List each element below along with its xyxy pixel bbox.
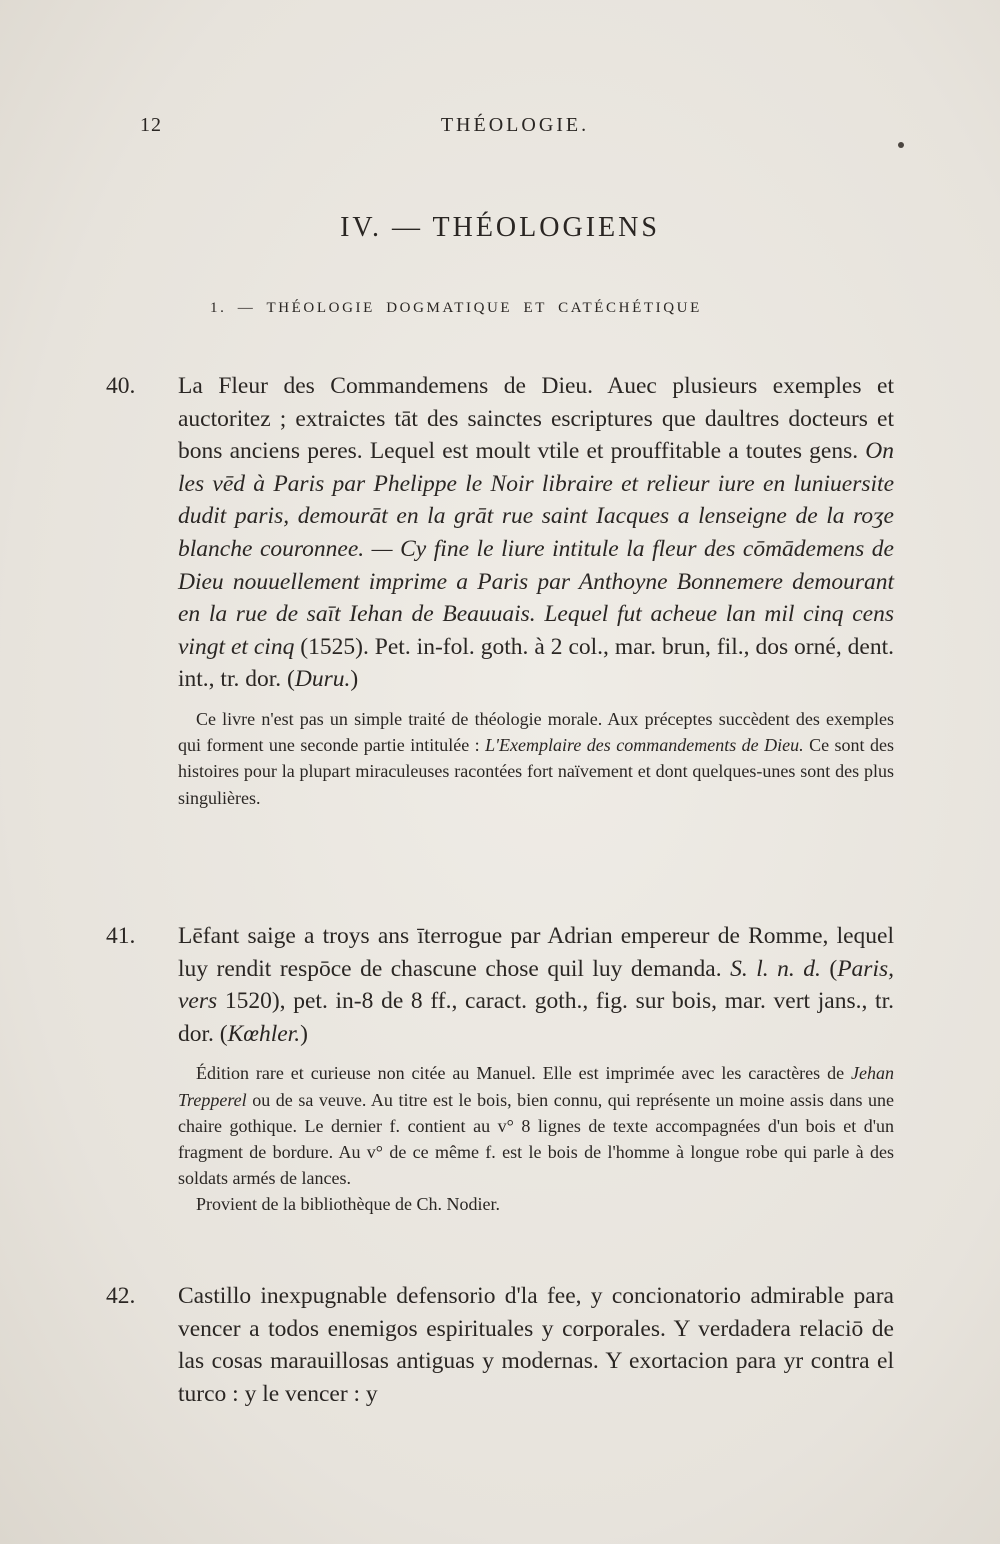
- note-text-end: Ce sont des histoires pour la plupart miraculeuses racontées fort naïvement et dont quelques-unes sont des plus singulières.: [178, 735, 895, 808]
- catalog-entry-42: [106, 1280, 894, 1410]
- entry-binder: Kœhler.: [227, 1020, 301, 1047]
- entry-text: [106, 920, 895, 1050]
- entry-note: [142, 706, 894, 811]
- entry-text: [106, 1280, 894, 1410]
- note-italic: Jehan Trepperel: [178, 1063, 894, 1110]
- entry-description: (: [820, 955, 838, 982]
- entry-place: Paris, vers: [178, 955, 895, 1015]
- catalog-entry-40: [106, 370, 895, 811]
- note-text: Ce livre n'est pas un simple traité de théologie morale. Aux préceptes succèdent des exemples qui forment une seconde partie intitulée :: [178, 708, 894, 756]
- note-provenance: Provient de la bibliothèque de Ch. Nodier.: [196, 1194, 500, 1215]
- entry-number: 41.: [106, 923, 136, 949]
- note-paragraph: [178, 706, 894, 811]
- entry-description: (1525). Pet. in-fol. goth. à 2 col., mar. brun, fil., dos orné, dent. int., tr. dor. (: [178, 633, 894, 693]
- entry-title: La Fleur des Commandemens de Dieu. Auec plusieurs exemples et auctoritez ; extraictes tāt des sainctes escriptures que daultres docteurs et bons anciens peres. Lequel est moult vtile et prouffitable a toutes gens.: [178, 373, 894, 465]
- running-head: [140, 114, 890, 144]
- catalog-entry-41: [106, 920, 895, 1218]
- entry-title: Castillo inexpugnable defensorio d'la fee, y concionatorio admirable para vencer a todos enemigos espirituales y corporales. Y verdadera relaciō de las cosas marauillosas antiguas y modernas. Y exortacion para yr contra el turco : y le vencer : y: [178, 1283, 894, 1407]
- ink-speck: [898, 142, 904, 148]
- note-text: Édition rare et curieuse non citée au Manuel. Elle est imprimée avec les caractères de: [196, 1063, 852, 1084]
- section-heading: IV. — THÉOLOGIENS: [340, 212, 660, 243]
- entry-description-2: 1520), pet. in-8 de 8 ff., caract. goth., fig. sur bois, mar. vert jans., tr. dor. (: [178, 988, 894, 1047]
- entry-closing: ): [350, 666, 359, 693]
- running-title: THÉOLOGIE.: [440, 114, 590, 136]
- entry-binder: Duru.: [294, 666, 351, 693]
- entry-imprint: On les vēd à Paris par Phelippe le Noir libraire et relieur iure en luniuersite dudit paris, demourāt en la grāt rue saint Iacques a lenseigne de la roʒe blanche couronnee. — Cy fine le liure intitule la fleur des cōmādemens de Dieu nouuellement imprime a Paris par Anthoyne Bonnemere demourant en la rue de saīt Iehan de Beauuais. Lequel fut acheue lan mil cinq cens vingt et cinq: [178, 438, 894, 660]
- subsection-heading: 1. — THÉOLOGIE DOGMATIQUE ET CATÉCHÉTIQUE: [210, 300, 702, 316]
- entry-closing: ): [300, 1020, 308, 1047]
- note-paragraph: [178, 1060, 894, 1191]
- note-text-end: ou de sa veuve. Au titre est le bois, bien connu, qui représente un moine assis dans une chaire gothique. Le dernier f. contient au v° 8 lignes de texte accompagnées d'un bois et d'un fragment de bordure. Au v° de ce même f. est le bois de l'homme à longue robe qui parle à des soldats armés de lances.: [178, 1089, 894, 1189]
- entry-note: [142, 1060, 894, 1217]
- entry-number: 40.: [106, 373, 136, 399]
- note-italic: L'Exemplaire des commandements de Dieu.: [485, 735, 804, 756]
- page-number: 12: [140, 114, 162, 136]
- entry-title: Lēfant saige a troys ans īterrogue par Adrian empereur de Romme, lequel luy rendit respōce de chascune chose quil luy demanda.: [178, 923, 894, 982]
- entry-number: 42.: [106, 1283, 136, 1309]
- entry-text: [106, 370, 894, 696]
- entry-imprint: S. l. n. d.: [730, 955, 821, 982]
